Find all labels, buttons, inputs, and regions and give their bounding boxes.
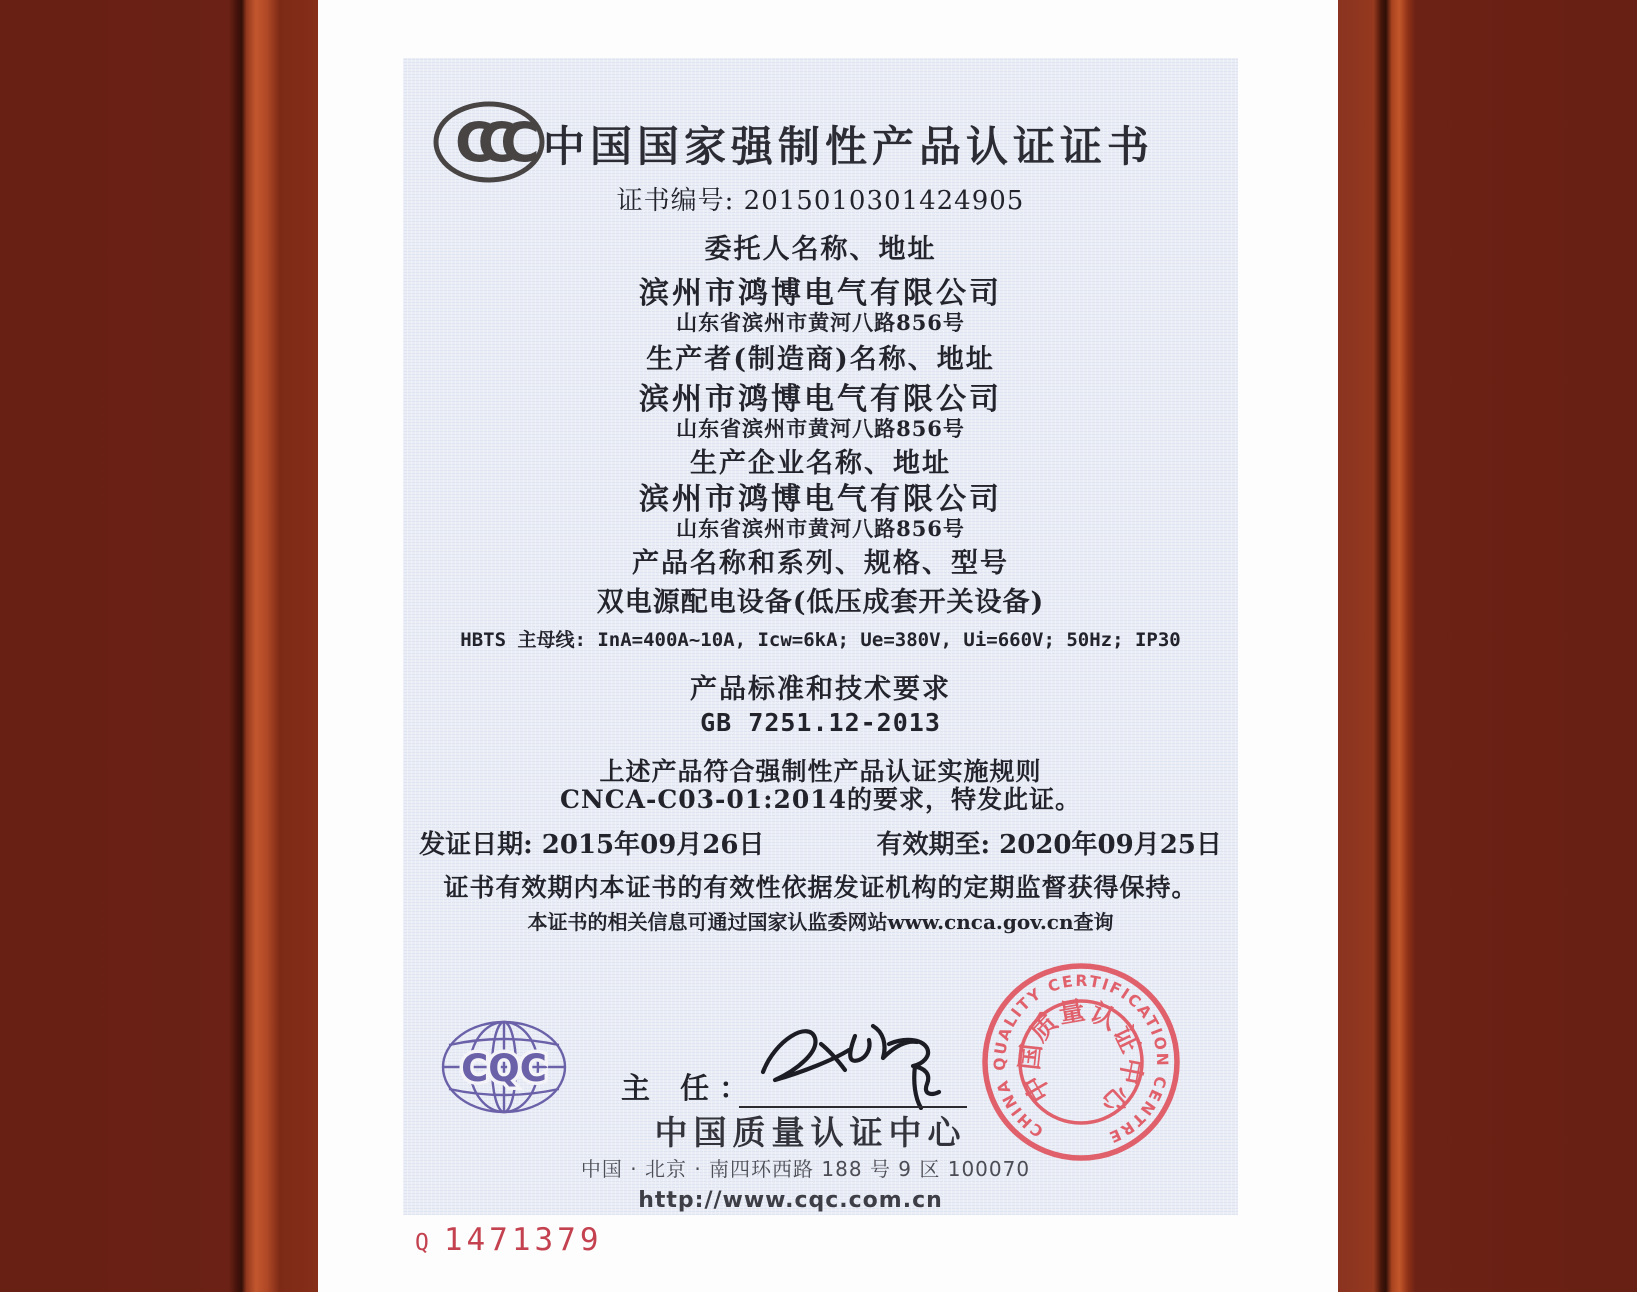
dates-row	[403, 831, 1238, 861]
query-note: 本证书的相关信息可通过国家认监委网站www.cnca.gov.cn查询	[527, 910, 1114, 934]
svg-text:CQC: CQC	[461, 1047, 547, 1090]
product-label: 产品名称和系列、规格、型号	[632, 548, 1009, 579]
svg-text:中国质量认证中心: 中国质量认证中心	[1014, 995, 1148, 1120]
certificate-title: 中国国家强制性产品认证证书	[543, 122, 1155, 171]
manufacturer-name: 滨州市鸿博电气有限公司	[639, 382, 1002, 417]
org-name: 中国质量认证中心	[654, 1113, 967, 1152]
ccc-logo-icon	[431, 100, 547, 188]
factory-label: 生产企业名称、地址	[690, 448, 951, 479]
director-signature	[755, 1010, 955, 1114]
certificate-sheet	[403, 58, 1238, 1215]
org-address: 中国 · 北京 · 南四环西路 188 号 9 区 100070	[580, 1157, 1031, 1181]
applicant-name: 滨州市鸿博电气有限公司	[639, 276, 1002, 311]
maintain-note: 证书有效期内本证书的有效性依据发证机构的定期监督获得保持。	[443, 873, 1198, 902]
cqc-logo-icon	[439, 1018, 569, 1122]
applicant-label: 委托人名称、地址	[704, 234, 937, 265]
director-label: 主 任：	[621, 1071, 759, 1105]
frame-right	[1338, 0, 1637, 1292]
valid-until: 有效期至: 2020年09月25日	[876, 830, 1222, 860]
svg-text:CHINA QUALITY CERTIFICATION CE: CHINA QUALITY CERTIFICATION CENTRE	[990, 971, 1172, 1147]
factory-name: 滨州市鸿博电气有限公司	[639, 482, 1002, 517]
product-name: 双电源配电设备(低压成套开关设备)	[596, 587, 1045, 618]
manufacturer-label: 生产者(制造商)名称、地址	[646, 344, 995, 375]
factory-address: 山东省滨州市黄河八路856号	[676, 516, 965, 541]
compliance-line-1: 上述产品符合强制性产品认证实施规则	[599, 757, 1042, 786]
applicant-address: 山东省滨州市黄河八路856号	[676, 310, 965, 335]
manufacturer-address: 山东省滨州市黄河八路856号	[676, 416, 965, 441]
frame-left	[0, 0, 318, 1292]
product-spec: HBTS 主母线: InA=400A~10A, Icw=6kA; Ue=380V, Ui=660V; 50Hz; IP30	[460, 629, 1181, 651]
serial-prefix: Q	[415, 1230, 429, 1256]
compliance-line-2: CNCA-C03-01:2014的要求，特发此证。	[559, 785, 1082, 814]
cqc-stamp-seal	[976, 957, 1186, 1171]
standard-label: 产品标准和技术要求	[690, 674, 951, 705]
issue-date: 发证日期: 2015年09月26日	[419, 830, 765, 860]
signature-rule	[739, 1106, 967, 1108]
certificate-number: 证书编号: 2015010301424905	[616, 186, 1025, 216]
svg-text:CCC: CCC	[455, 111, 523, 174]
serial-number	[415, 1222, 603, 1258]
serial-digits: 1471379	[443, 1222, 603, 1258]
org-url: http://www.cqc.com.cn	[638, 1188, 943, 1213]
standard-value: GB 7251.12-2013	[700, 708, 941, 737]
